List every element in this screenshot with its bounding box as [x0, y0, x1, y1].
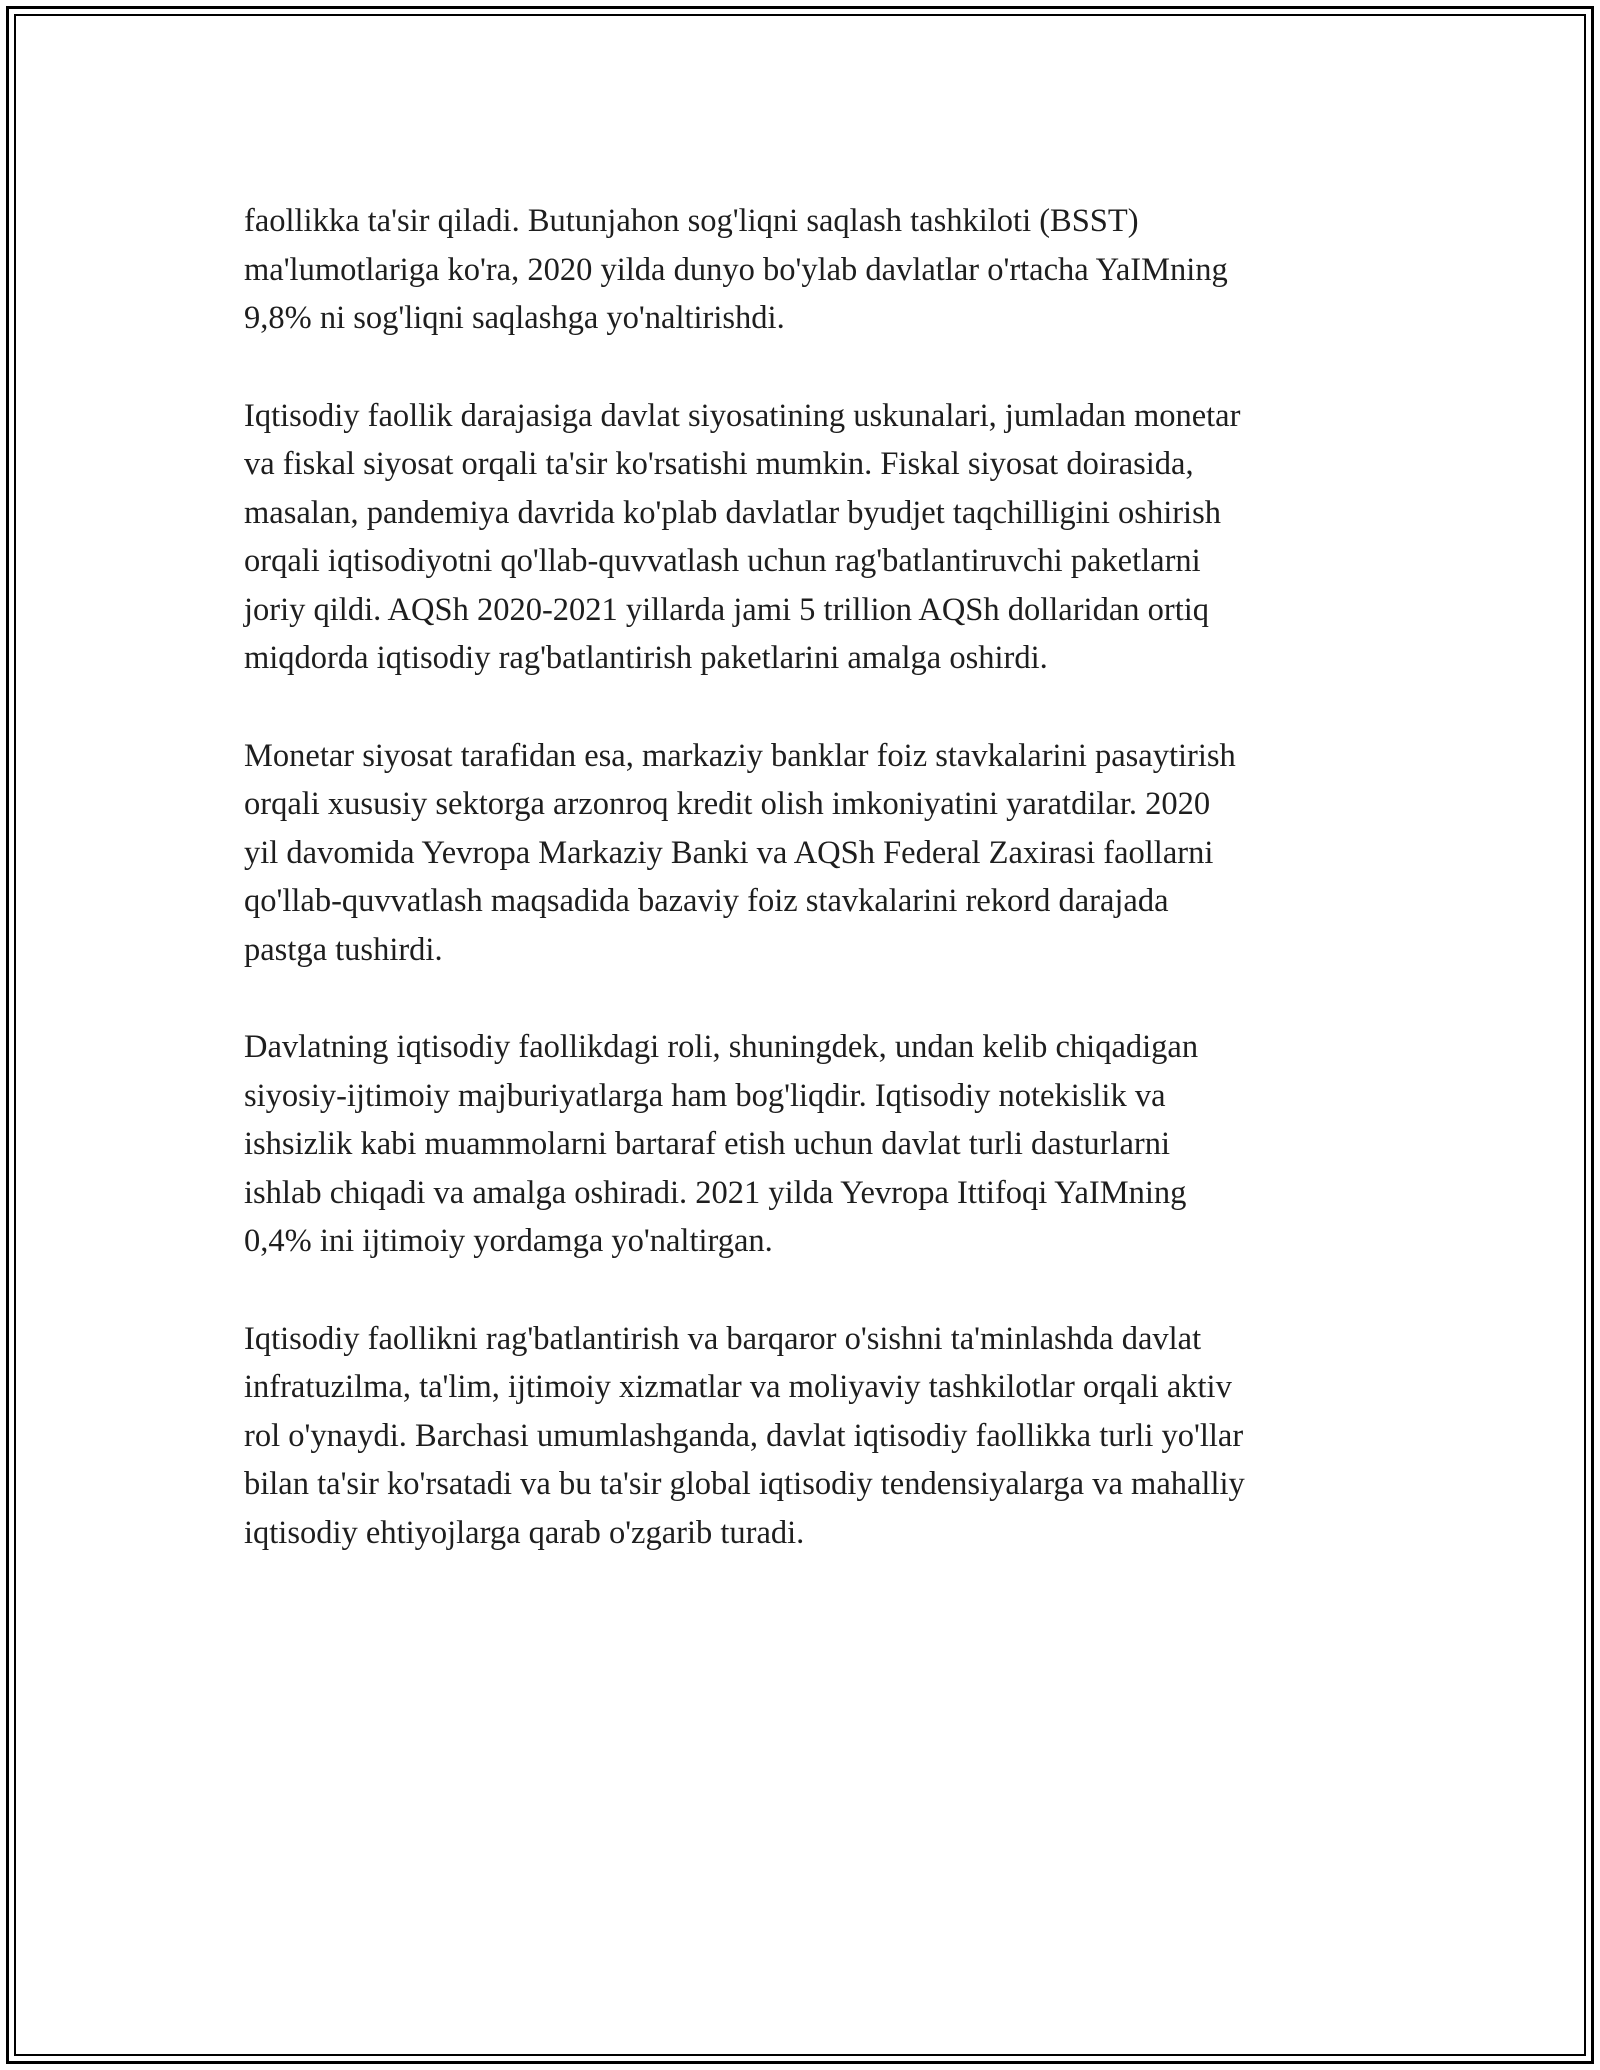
text-line: qo'llab-quvvatlash maqsadida bazaviy foiz stavkalarini rekord darajada: [244, 883, 1169, 919]
text-line: Iqtisodiy faollikni rag'batlantirish va barqaror o'sishni ta'minlashda davlat: [244, 1320, 1202, 1357]
text-line: pastga tushirdi.: [244, 931, 443, 968]
text-line: 9,8% ni sog'liqni saqlashga yo'naltirishdi.: [244, 300, 785, 336]
text-line: rol o'ynaydi. Barchasi umumlashganda, davlat iqtisodiy faollikka turli yo'llar: [244, 1417, 1244, 1454]
text-line: ishsizlik kabi muammolarni bartaraf etish uchun davlat turli dasturlarni: [244, 1126, 1170, 1162]
text-line: yil davomida Yevropa Markaziy Banki va AQSh Federal Zaxirasi faollarni: [244, 834, 1214, 871]
text-line: Monetar siyosat tarafidan esa, markaziy banklar foiz stavkalarini pasaytirish: [244, 737, 1236, 774]
paragraph-3: [244, 732, 1394, 975]
text-line: faollikka ta'sir qiladi. Butunjahon sog'liqni saqlash tashkiloti (BSST): [244, 203, 1139, 239]
text-line: joriy qildi. AQSh 2020-2021 yillarda jami 5 trillion AQSh dollaridan ortiq: [244, 591, 1210, 628]
text-line: siyosiy-ijtimoiy majburiyatlarga ham bog'liqdir. Iqtisodiy notekislik va: [244, 1077, 1166, 1114]
text-line: orqali iqtisodiyotni qo'llab-quvvatlash uchun rag'batlantiruvchi paketlarni: [244, 543, 1201, 579]
text-line: Iqtisodiy faollik darajasiga davlat siyosatining uskunalari, jumladan monetar: [244, 397, 1241, 434]
text-line: Davlatning iqtisodiy faollikdagi roli, shuningdek, undan kelib chiqadigan: [244, 1029, 1199, 1065]
text-line: iqtisodiy ehtiyojlarga qarab o'zgarib turadi.: [244, 1514, 805, 1551]
text-line: orqali xususiy sektorga arzonroq kredit olish imkoniyatini yaratdilar. 2020: [244, 786, 1211, 822]
text-line: masalan, pandemiya davrida ko'plab davlatlar byudjet taqchilligini oshirish: [244, 494, 1221, 531]
text-line: 0,4% ini ijtimoiy yordamga yo'naltirgan.: [244, 1223, 773, 1259]
text-line: ishlab chiqadi va amalga oshiradi. 2021 yilda Yevropa Ittifoqi YaIMning: [244, 1174, 1187, 1211]
text-line: miqdorda iqtisodiy rag'batlantirish paketlarini amalga oshirdi.: [244, 640, 1048, 676]
paragraph-2: [244, 392, 1394, 683]
text-line: infratuzilma, ta'lim, ijtimoiy xizmatlar va moliyaviy tashkilotlar orqali aktiv: [244, 1369, 1232, 1405]
page-frame: [6, 6, 1594, 2064]
text-line: bilan ta'sir ko'rsatadi va bu ta'sir global iqtisodiy tendensiyalarga va mahalliy: [244, 1466, 1245, 1502]
paragraph-5: [244, 1315, 1394, 1558]
paragraph-1: [244, 197, 1394, 343]
document-body: [244, 197, 1394, 1606]
text-line: ma'lumotlariga ko'ra, 2020 yilda dunyo bo'ylab davlatlar o'rtacha YaIMning: [244, 251, 1228, 288]
text-line: va fiskal siyosat orqali ta'sir ko'rsatishi mumkin. Fiskal siyosat doirasida,: [244, 446, 1194, 482]
paragraph-4: [244, 1023, 1394, 1266]
